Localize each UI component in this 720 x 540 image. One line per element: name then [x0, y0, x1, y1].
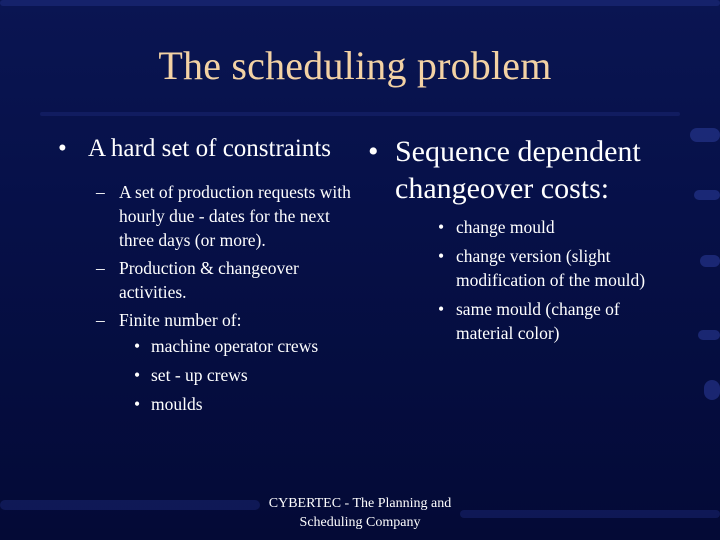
list-item: • moulds [58, 390, 358, 419]
bullet-dot: • [58, 135, 67, 162]
list-item: • change mould [438, 217, 555, 237]
bullet-dot: • [438, 217, 445, 237]
list-item: – Production & changeover activities. [96, 258, 299, 302]
bullet-dot: • [134, 365, 141, 385]
background-streak [40, 112, 680, 116]
background-streak [694, 190, 720, 200]
left-heading: A hard set of constraints [88, 135, 332, 162]
left-heading-bullet [58, 133, 358, 164]
bullet-dash: – [96, 182, 105, 202]
slide-footer: CYBERTEC - The Planning and Scheduling Company [268, 496, 452, 530]
background-streak [700, 255, 720, 267]
bullet-dot: • [438, 246, 445, 266]
bullet-dot: • [134, 394, 141, 414]
bullet-dot: • [134, 336, 141, 356]
list-item: • change version (slight modification of the mould) [438, 246, 646, 290]
list-item: • set - up crews [58, 361, 358, 390]
right-heading: Sequence dependent changeover costs: [395, 135, 641, 205]
bullet-dash: – [96, 258, 105, 278]
list-item: – Finite number of: [96, 310, 242, 330]
background-streak [0, 500, 260, 510]
background-streak [460, 510, 720, 518]
list-item: • machine operator crews [58, 332, 358, 361]
list-item: • same mould (change of material color) [438, 299, 620, 343]
bullet-dot: • [368, 135, 379, 168]
right-column [368, 133, 668, 345]
right-heading-bullet [368, 133, 668, 207]
list-item: – A set of production requests with hourly due - dates for the next three days (or more). [96, 182, 351, 250]
left-column [58, 133, 358, 419]
background-streak [704, 380, 720, 400]
background-streak [690, 128, 720, 142]
bullet-dash: – [96, 310, 105, 330]
slide-title: The scheduling problem [158, 43, 552, 88]
background-streak [0, 0, 720, 6]
background-streak [698, 330, 720, 340]
bullet-dot: • [438, 299, 445, 319]
